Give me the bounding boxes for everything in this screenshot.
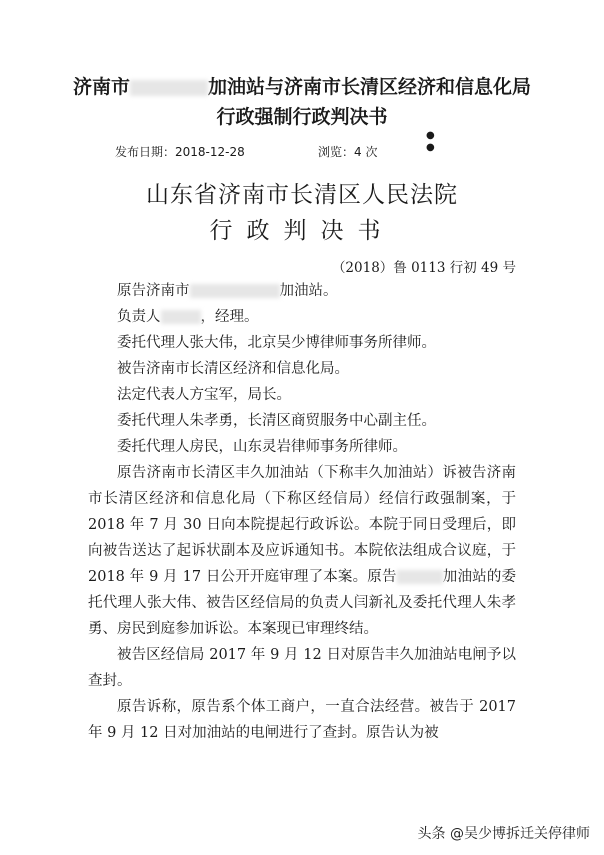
article-meta [115,143,495,160]
court-name: 山东省济南市长清区人民法院 [146,182,458,208]
party-line: 委托代理人房民，山东灵岩律师事务所律师。 [117,439,407,455]
document-body [88,278,516,746]
paragraph-text: 原告济南市长清区丰久加油站（下称丰久加油站）诉被告济南市长清区经济和信息化局（下称区经信局）经信行政强制案，于 2018 年 7 月 30 日向本院提起行政诉讼。本院于同日受理后，即向被告送达了起诉状副本及应诉通知书。本院依法组成合议庭，于 2018 年 9 月 17 日公开开庭审理了本案。原告 [88,465,516,585]
party-line: 委托代理人朱孝勇，长清区商贸服务中心副主任。 [117,413,436,429]
redacted-name [161,310,201,324]
title-part2: 加油站与济南市长清区经济和信息化局行政强制行政判决书 [208,76,532,128]
paragraph-text: 加油站的委托代理人张大伟、被告区经信局的负责人闫新礼及委托代理人朱孝勇、房民到庭参加诉讼。本案现已审理终结。 [88,569,516,637]
party-text: 负责人 [117,309,161,325]
dots-icon: ● ● [426,130,435,153]
page-title [70,72,534,132]
paragraph-case-intro [88,460,516,642]
party-text: 原告济南市 [117,283,190,299]
view-count: 浏览：4 次 [318,145,378,159]
party-text: 加油站。 [279,283,338,299]
document-type: 行政判决书 [209,218,395,244]
party-line [88,304,516,330]
party-line: 被告济南市长清区经济和信息化局。 [117,361,349,377]
party-line: 委托代理人张大伟，北京吴少博律师事务所律师。 [117,335,436,351]
redacted-name [397,570,443,584]
paragraph-action: 被告区经信局 2017 年 9 月 12 日对原告丰久加油站电闸予以查封。 [88,647,516,689]
watermark: 头条 @吴少博拆迁关停律师 [417,826,590,842]
case-number: （2018）鲁 0113 行初 49 号 [331,260,516,276]
party-line [88,278,516,304]
redacted-name [190,284,280,298]
party-text: ，经理。 [200,309,259,325]
title-part1: 济南市 [72,76,130,98]
publish-date: 发布日期：2018-12-28 [115,145,245,159]
party-line: 法定代表人方宝军，局长。 [117,387,291,403]
paragraph-plaintiff-claim: 原告诉称，原告系个体工商户，一直合法经营。被告于 2017 年 9 月 12 日对加油站的电闸进行了查封。原告认为被 [88,699,516,741]
redacted-name [130,80,208,96]
